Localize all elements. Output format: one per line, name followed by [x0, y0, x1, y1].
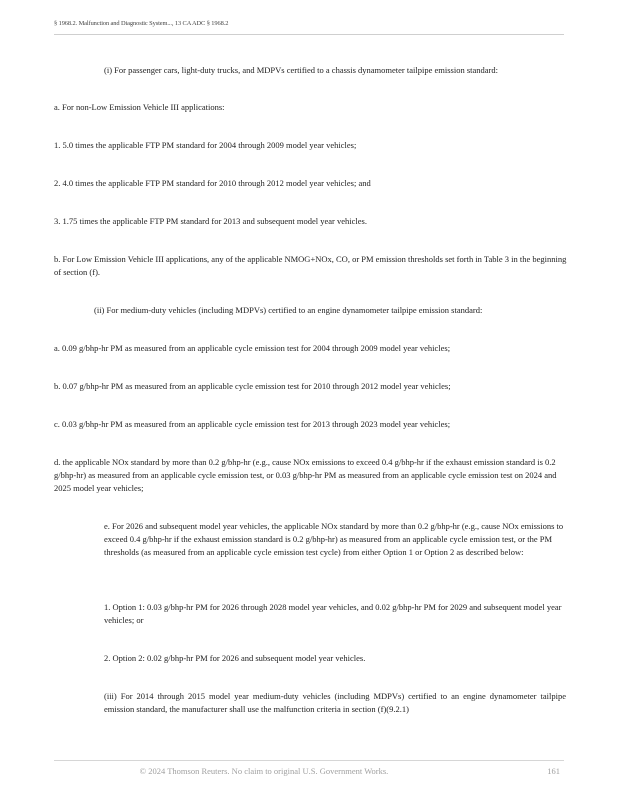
paragraph-i: (i) For passenger cars, light-duty trucks, and MDPVs certified to a chassis dynamometer tailpipe emission standard: — [104, 65, 498, 75]
paragraph-b-lev: b. For Low Emission Vehicle III applications, any of the applicable NMOG+NOx, CO, or PM emission thresholds set forth in Table 3 in the beginning of section (f). — [54, 254, 567, 277]
footer-divider — [54, 760, 564, 761]
paragraph-ii-b: b. 0.07 g/bhp-hr PM as measured from an applicable cycle emission test for 2010 through 2012 model year vehicles; — [54, 381, 451, 391]
page-number: 161 — [547, 766, 560, 776]
paragraph-ii-e: e. For 2026 and subsequent model year vehicles, the applicable NOx standard by more than 0.2 g/bhp-hr (e.g., cause NOx emissions to exceed 0.4 g/bhp-hr if the exhaust emission standard is 0.2 g/bhp-hr) as measured from an applicable cycle emission test, or the PM thresholds (as measured from an applicable cycle emission test cycle) from either Option 1 or Option 2 as described below: — [104, 521, 564, 557]
paragraph-ii-d: d. the applicable NOx standard by more than 0.2 g/bhp-hr (e.g., cause NOx emissions to exceed 0.4 g/bhp-hr if the exhaust emission standard is 0.2 g/bhp-hr) as measured from an applicable cycle emission test, or 0.03 g/bhp-hr PM as measured from an applicable cycle emission test on 2024 and 2025 model year vehicles; — [54, 457, 557, 493]
paragraph-a-1: 1. 5.0 times the applicable FTP PM standard for 2004 through 2009 model year vehicles; — [54, 140, 357, 150]
paragraph-ii: (ii) For medium-duty vehicles (including MDPVs) certified to an engine dynamometer tailpipe emission standard: — [94, 305, 483, 315]
paragraph-e-option-1: 1. Option 1: 0.03 g/bhp-hr PM for 2026 through 2028 model year vehicles, and 0.02 g/bhp-hr PM for 2029 and subsequent model year vehicles; or — [104, 602, 562, 625]
paragraph-a-3: 3. 1.75 times the applicable FTP PM standard for 2013 and subsequent model year vehicles. — [54, 216, 367, 226]
paragraph-ii-a: a. 0.09 g/bhp-hr PM as measured from an applicable cycle emission test for 2004 through 2009 model year vehicles; — [54, 343, 451, 353]
paragraph-a-2: 2. 4.0 times the applicable FTP PM standard for 2010 through 2012 model year vehicles; and — [54, 178, 371, 188]
running-head: § 1968.2. Malfunction and Diagnostic System..., 13 CA ADC § 1968.2 — [54, 20, 229, 27]
paragraph-iii: (iii) For 2014 through 2015 model year medium-duty vehicles (including MDPVs) certified to an engine dynamometer tailpipe emission standard, the manufacturer shall use the malfunction criteria in section (f)(9.2.1) — [104, 691, 566, 714]
paragraph-e-option-2: 2. Option 2: 0.02 g/bhp-hr PM for 2026 and subsequent model year vehicles. — [104, 653, 366, 663]
paragraph-a-non-lev: a. For non-Low Emission Vehicle III applications: — [54, 102, 225, 112]
footer-copyright: © 2024 Thomson Reuters. No claim to original U.S. Government Works. — [139, 766, 389, 776]
paragraph-ii-c: c. 0.03 g/bhp-hr PM as measured from an applicable cycle emission test for 2013 through 2023 model year vehicles; — [54, 419, 451, 429]
header-divider — [54, 34, 564, 35]
